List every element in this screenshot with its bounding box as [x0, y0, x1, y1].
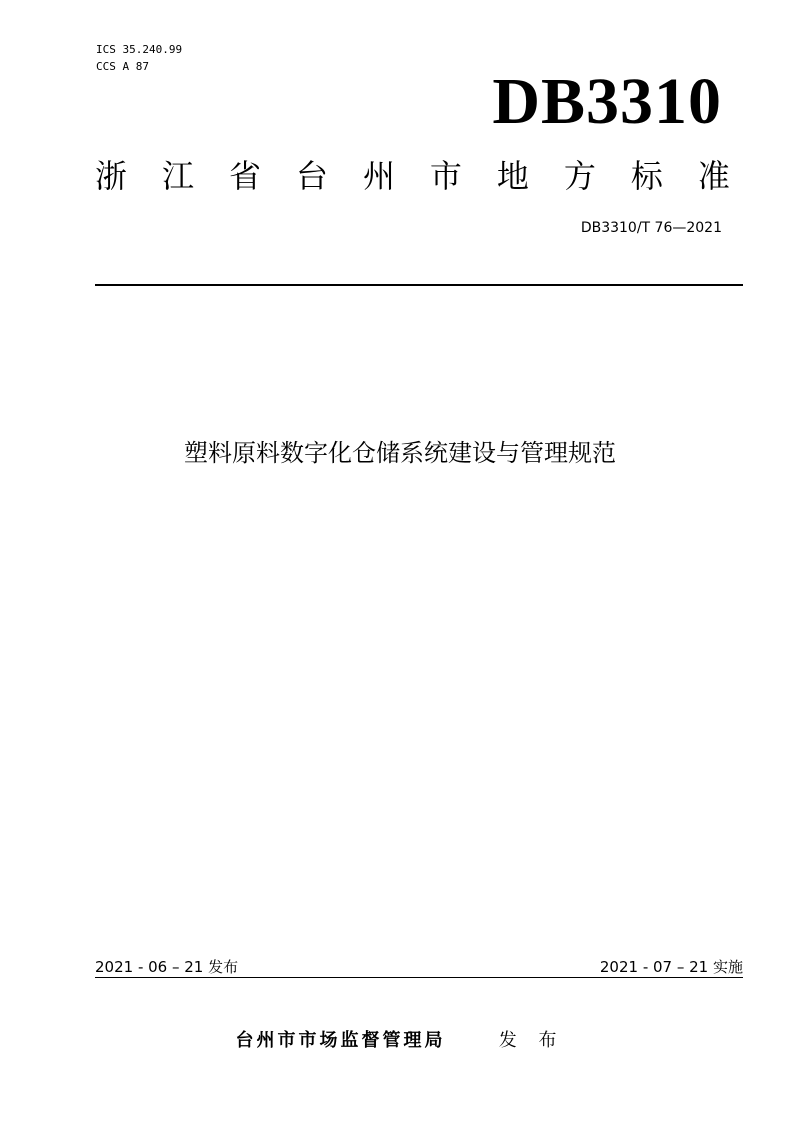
category-char: 浙 — [95, 157, 128, 195]
category-char: 地 — [496, 157, 529, 195]
footer-divider — [95, 977, 743, 978]
ics-code: ICS 35.240.99 — [96, 43, 183, 56]
issuing-authority: 台州市市场监督管理局 — [235, 1030, 446, 1051]
category-char: 准 — [697, 157, 730, 195]
category-char: 江 — [161, 157, 194, 195]
publish-label: 发 布 — [498, 1030, 565, 1051]
standard-category — [95, 152, 730, 200]
category-char: 标 — [630, 157, 663, 195]
category-char: 州 — [362, 157, 395, 195]
standard-number: DB3310/T 76—2021 — [580, 220, 722, 236]
document-title: 塑料原料数字化仓储系统建设与管理规范 — [184, 439, 616, 467]
category-char: 台 — [295, 157, 328, 195]
date-row — [95, 957, 743, 979]
category-char: 省 — [228, 157, 261, 195]
category-char: 方 — [563, 157, 596, 195]
issuer-row — [0, 1028, 800, 1054]
category-char: 市 — [429, 157, 462, 195]
ccs-code: CCS A 87 — [96, 60, 149, 73]
header-divider — [95, 284, 743, 286]
standard-mark: DB3310 — [492, 65, 722, 138]
classification-codes — [96, 41, 182, 75]
issue-date: 2021 - 06 – 21 发布 — [95, 958, 239, 976]
implementation-date: 2021 - 07 – 21 实施 — [599, 958, 743, 976]
